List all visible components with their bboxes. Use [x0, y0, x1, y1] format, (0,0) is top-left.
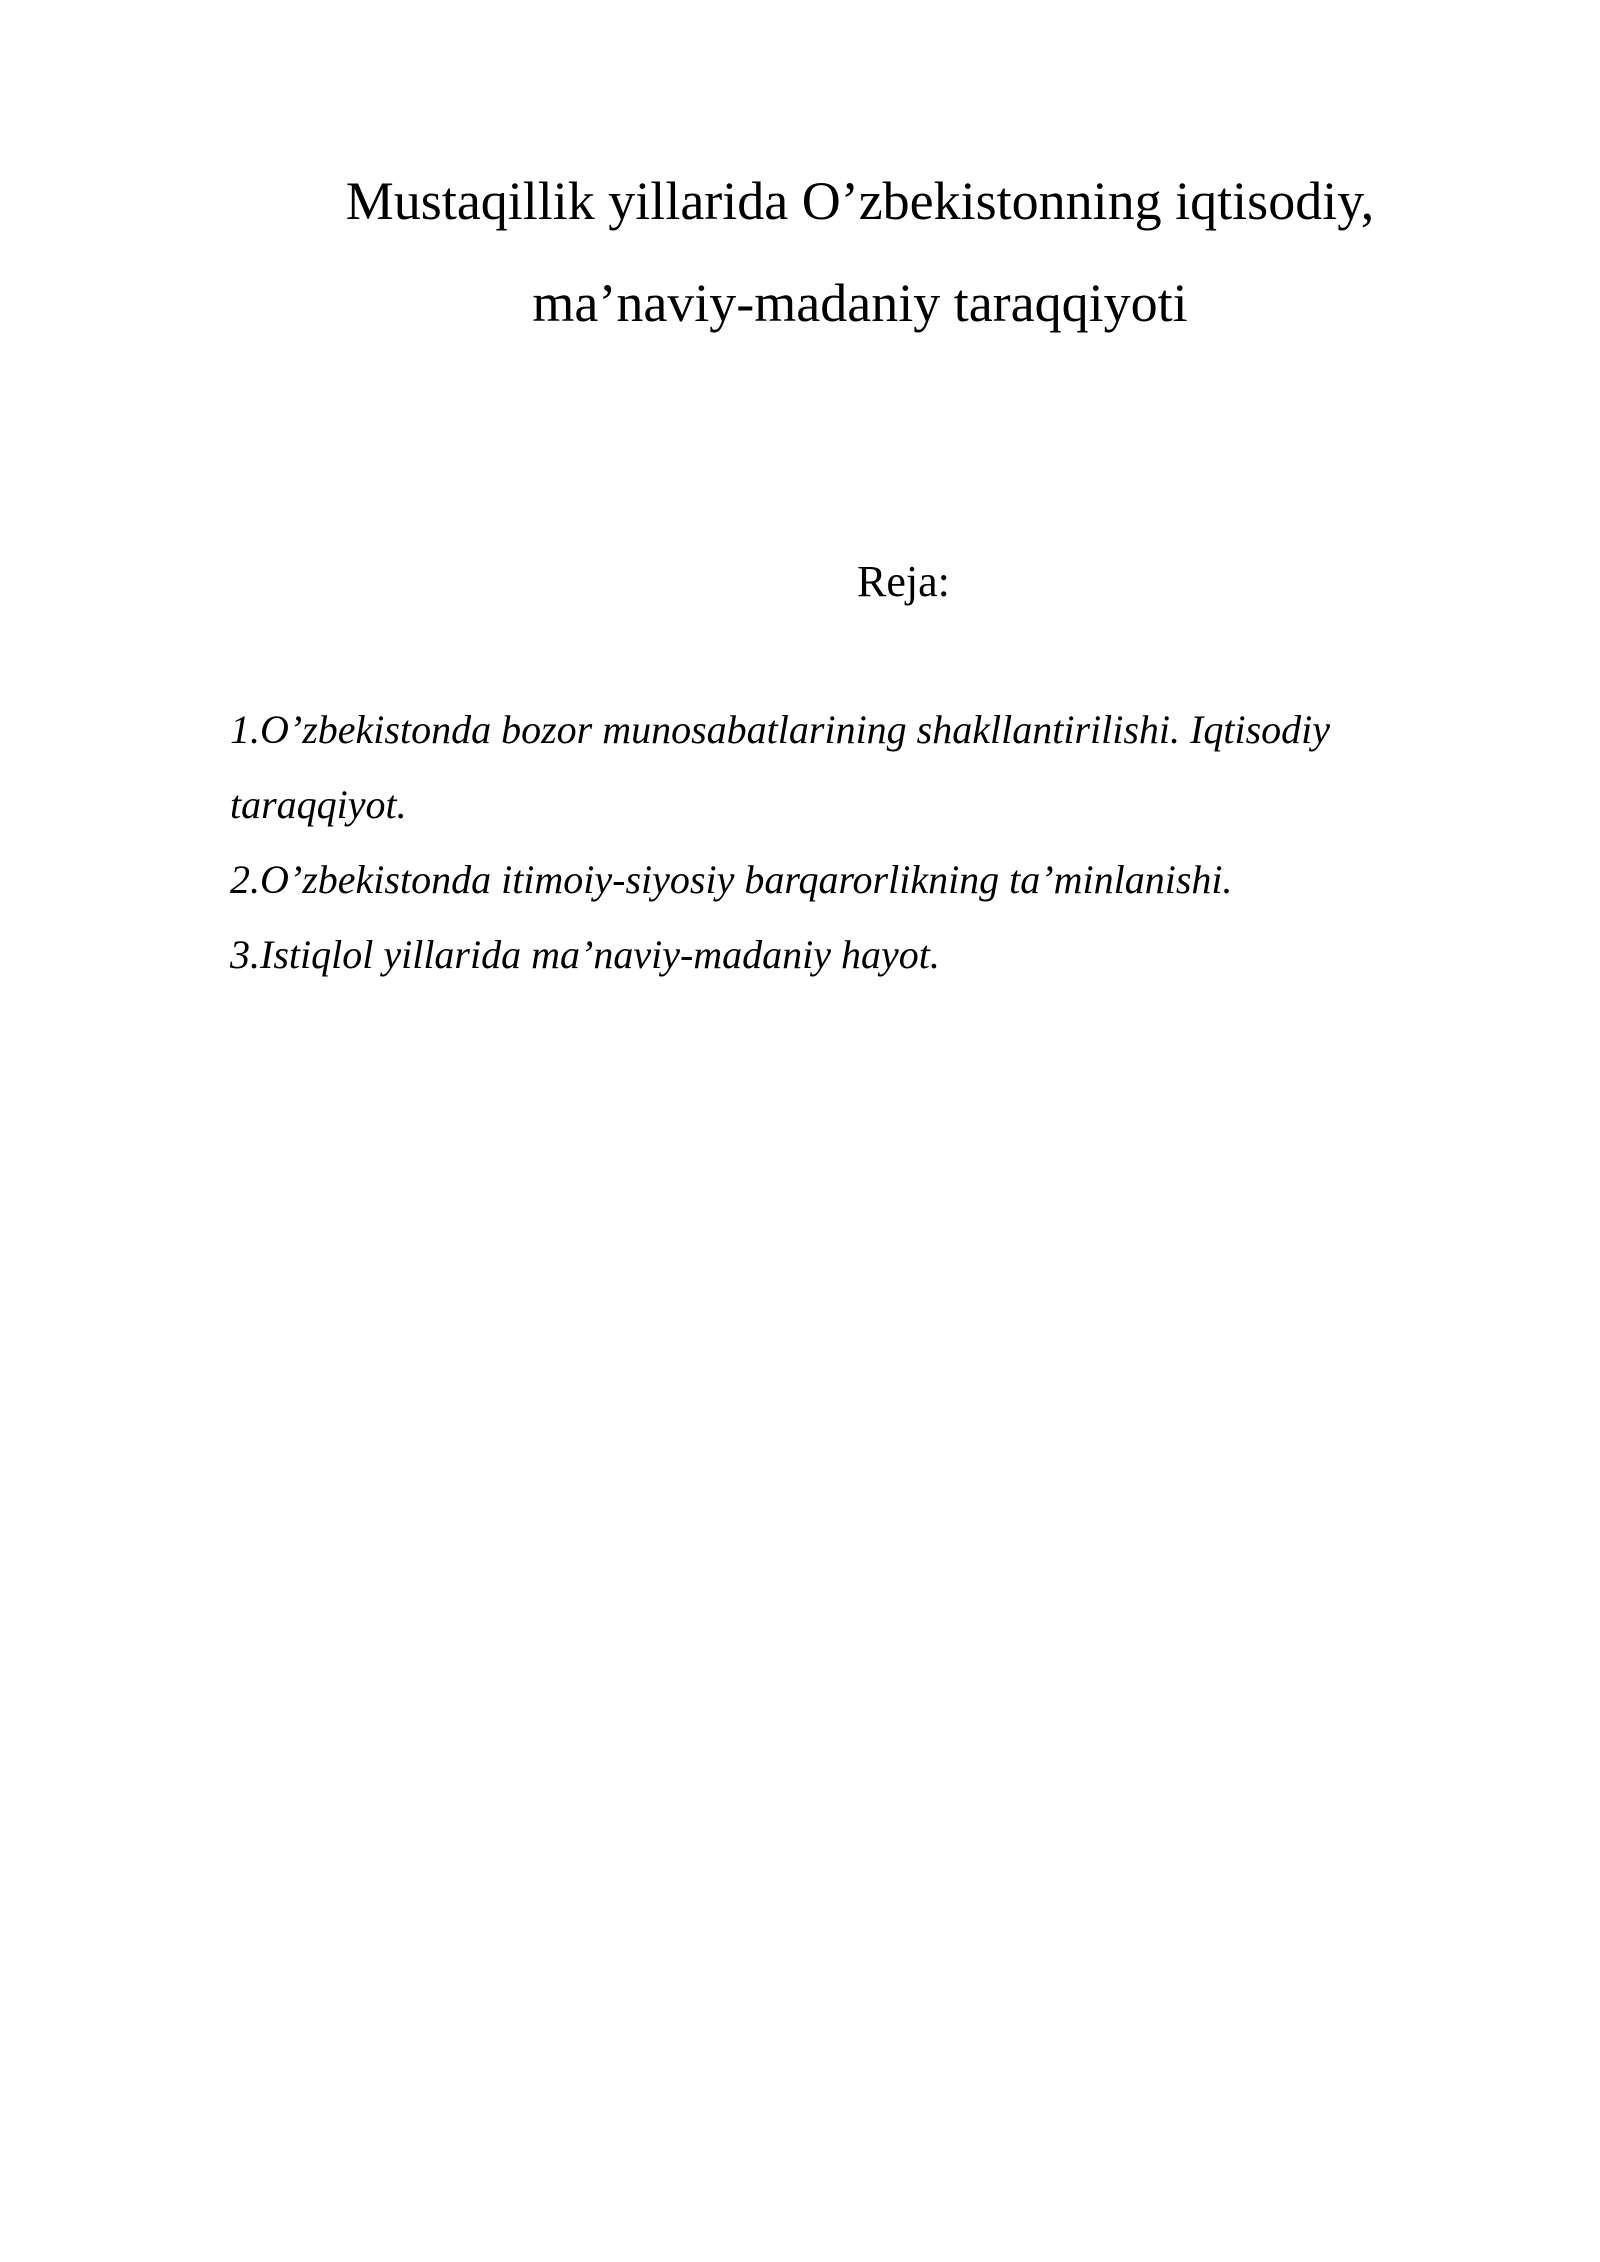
- plan-heading: Reja:: [857, 557, 950, 606]
- title-line-1: Mustaqillik yillarida O’zbekistonning iqtisodiy,: [345, 171, 1375, 231]
- title-line-2: ma’naviy-madaniy taraqqiyoti: [532, 273, 1188, 333]
- document-title: [230, 150, 1490, 354]
- plan-item: 2.O’zbekistonda itimoiy-siyosiy barqarorlikning ta’minlanishi.: [230, 857, 1233, 902]
- plan-item: 1.O’zbekistonda bozor munosabatlarining shakllantirilishi. Iqtisodiy taraqqiyot.: [230, 707, 1331, 827]
- plan-list: [230, 692, 1430, 992]
- plan-item: 3.Istiqlol yillarida ma’naviy-madaniy hayot.: [230, 932, 940, 977]
